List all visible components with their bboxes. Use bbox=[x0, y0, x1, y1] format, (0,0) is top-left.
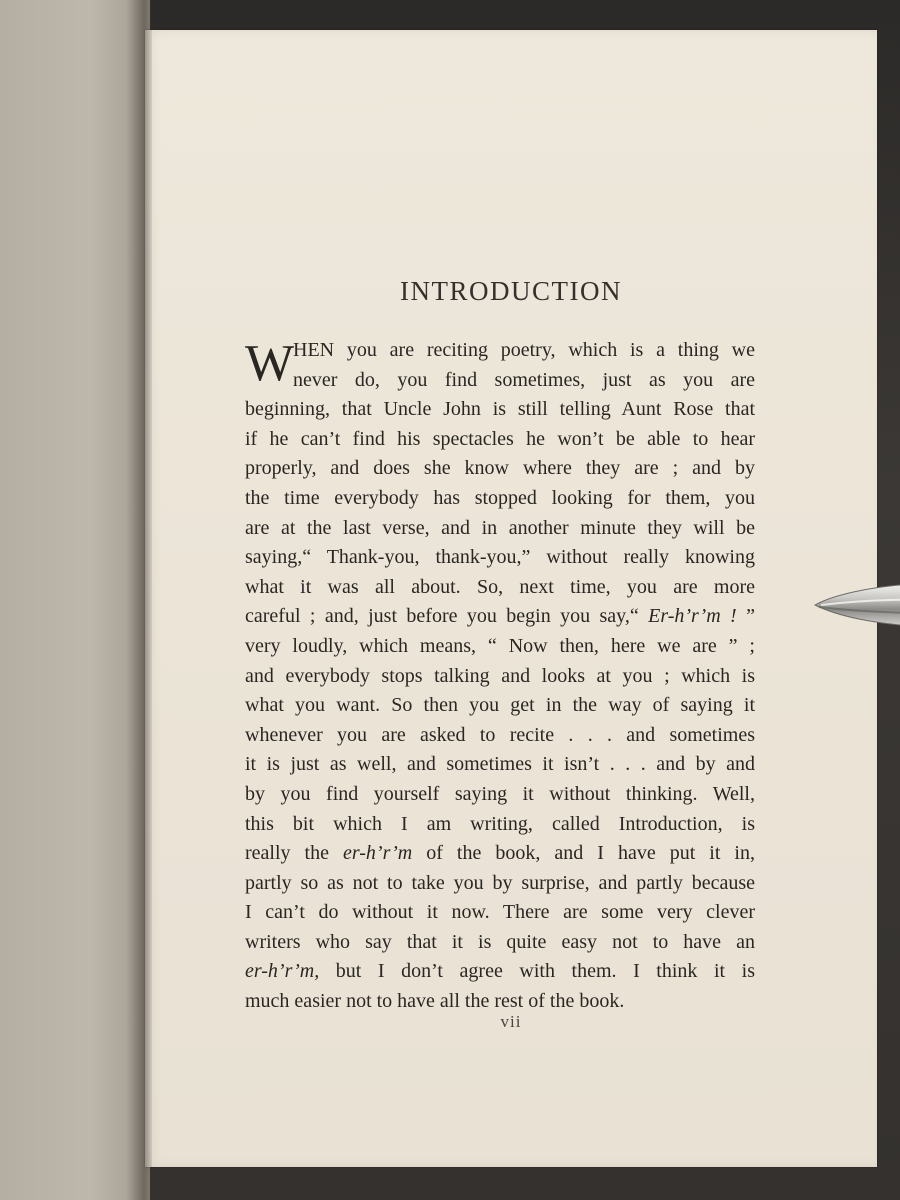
text-segment: really the bbox=[245, 842, 343, 865]
text-line bbox=[245, 928, 755, 958]
text-line bbox=[245, 662, 755, 692]
text-line bbox=[245, 721, 755, 751]
text-segment: whenever you are asked to recite . . . and sometimes bbox=[245, 723, 755, 746]
text-lines bbox=[245, 336, 755, 1017]
text-segment: careful ; and, just before you begin you say,“ bbox=[245, 605, 649, 628]
text-line bbox=[245, 869, 755, 899]
text-line bbox=[245, 602, 755, 632]
text-segment: and everybody stops talking and looks at you ; which is bbox=[245, 664, 755, 687]
italic-text: er-h’r’m, bbox=[245, 960, 320, 983]
text-line bbox=[245, 395, 755, 425]
text-segment: but I don’t agree with them. I think it is bbox=[319, 960, 755, 983]
text-line bbox=[245, 336, 755, 366]
italic-text: er-h’r’m bbox=[343, 842, 413, 865]
text-segment: writers who say that it is quite easy not to have an bbox=[245, 930, 755, 953]
text-line bbox=[245, 810, 755, 840]
text-segment: partly so as not to take you by surprise, and partly because bbox=[245, 871, 755, 894]
text-line bbox=[245, 454, 755, 484]
text-segment: by you find yourself saying it without thinking. Well, bbox=[245, 782, 755, 805]
text-segment: if he can’t find his spectacles he won’t be able to hear bbox=[245, 427, 755, 450]
text-segment: I can’t do without it now. There are some very clever bbox=[245, 901, 755, 924]
chapter-title: INTRODUCTION bbox=[400, 276, 622, 306]
text-line bbox=[245, 425, 755, 455]
text-line bbox=[245, 543, 755, 573]
text-segment: what it was all about. So, next time, you are more bbox=[245, 575, 755, 598]
text-segment: what you want. So then you get in the way of saying it bbox=[245, 694, 755, 717]
text-line bbox=[245, 898, 755, 928]
text-line bbox=[245, 691, 755, 721]
text-line bbox=[245, 484, 755, 514]
text-segment: HEN you are reciting poetry, which is a thing we bbox=[293, 339, 755, 361]
text-segment: are at the last verse, and in another minute they will be bbox=[245, 516, 755, 539]
text-line bbox=[245, 573, 755, 603]
text-segment: properly, and does she know where they are ; and by bbox=[245, 457, 755, 480]
metal-bookmark-clip bbox=[813, 583, 900, 627]
text-segment: of the book, and I have put it in, bbox=[412, 842, 755, 865]
text-segment: this bit which I am writing, called Introduction, is bbox=[245, 812, 755, 835]
text-line bbox=[245, 780, 755, 810]
text-line bbox=[245, 514, 755, 544]
text-line bbox=[245, 632, 755, 662]
text-segment: never do, you find sometimes, just as you are bbox=[293, 368, 755, 391]
text-segment: beginning, that Uncle John is still telling Aunt Rose that bbox=[245, 398, 755, 421]
italic-text: Er-h’r’m ! bbox=[648, 605, 737, 628]
body-text bbox=[245, 336, 755, 1017]
page-number: vii bbox=[500, 1012, 522, 1031]
drop-cap: W bbox=[245, 335, 295, 392]
text-segment: the time everybody has stopped looking for them, you bbox=[245, 486, 755, 509]
text-segment: much easier not to have all the rest of the book. bbox=[245, 990, 625, 1013]
text-line bbox=[245, 750, 755, 780]
text-line bbox=[245, 839, 755, 869]
text-segment: it is just as well, and sometimes it isn’t . . . and by and bbox=[245, 753, 755, 776]
text-line bbox=[245, 957, 755, 987]
text-segment: saying,“ Thank-you, thank-you,” without really knowing bbox=[245, 546, 755, 569]
text-segment: very loudly, which means, “ Now then, here we are ” ; bbox=[245, 634, 755, 657]
text-segment: ” bbox=[736, 605, 755, 628]
text-line bbox=[245, 366, 755, 396]
